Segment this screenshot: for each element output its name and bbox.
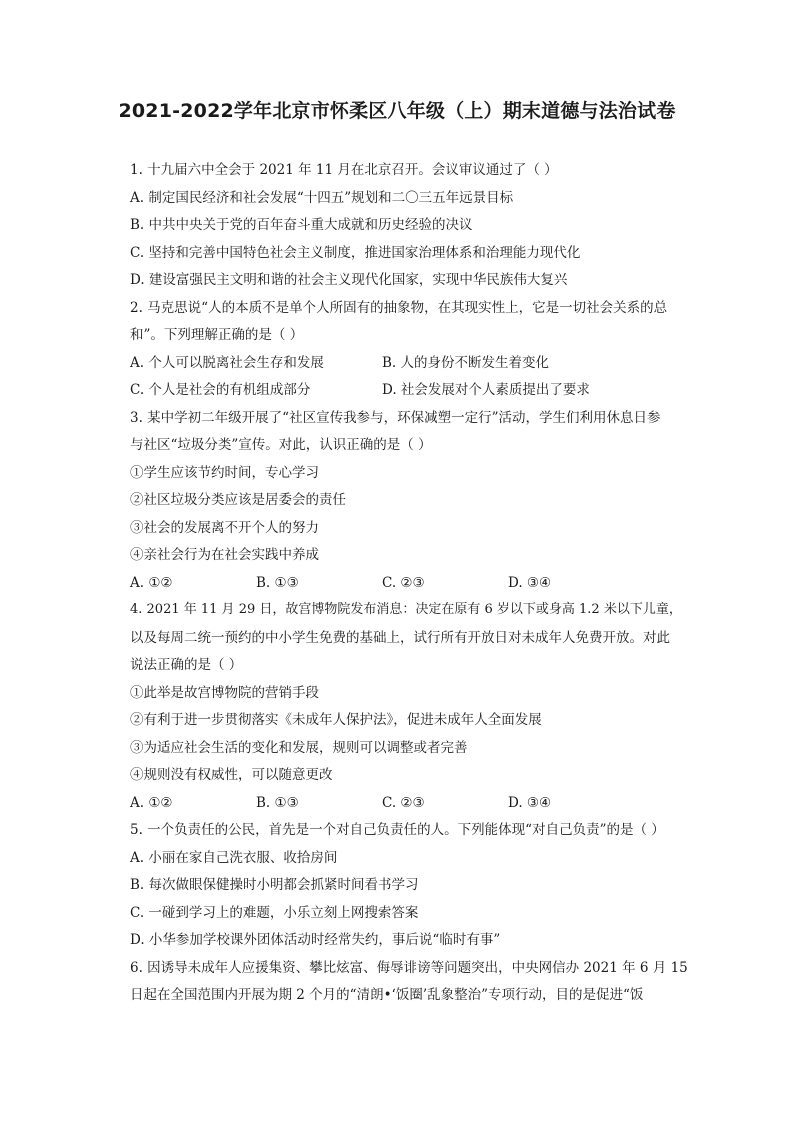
question-2-option-a: A. 个人可以脱离社会生存和发展	[130, 355, 324, 371]
question-3-statement-2: ②社区垃圾分类应该是居委会的责任	[130, 492, 346, 508]
question-5-option-b: B. 每次做眼保健操时小明都会抓紧时间看书学习	[130, 877, 419, 893]
question-2-stem-line2: 和”。下列理解正确的是（ ）	[130, 327, 304, 343]
question-4-statement-3: ③为适应社会生活的变化和发展，规则可以调整或者完善	[130, 740, 468, 756]
question-2-stem-line1: 2. 马克思说“人的本质不是单个人所固有的抽象物，在其现实性上，它是一切社会关系的总	[130, 300, 668, 316]
question-5-option-a: A. 小丽在家自己洗衣服、收拾房间	[130, 850, 338, 866]
question-4-options	[130, 793, 690, 813]
question-3-option-b: B. ①③	[256, 575, 299, 591]
question-4-option-c: C. ②③	[382, 795, 425, 811]
question-2-option-c: C. 个人是社会的有机组成部分	[130, 382, 311, 398]
question-4-option-a: A. ①②	[130, 795, 173, 811]
question-4-statement-4: ④规则没有权威性，可以随意更改	[130, 767, 333, 783]
question-4-statement-2: ②有利于进一步贯彻落实《未成年人保护法》，促进未成年人全面发展	[130, 712, 542, 728]
page-title: 2021-2022学年北京市怀柔区八年级（上）期末道德与法治试卷	[118, 100, 676, 122]
question-3-statement-4: ④亲社会行为在社会实践中养成	[130, 547, 319, 563]
question-6-stem-line1: 6. 因诱导未成年人应援集资、攀比炫富、侮辱诽谤等问题突出，中央网信办 2021 年 6 月 15	[130, 960, 688, 976]
question-1-option-d: D. 建设富强民主文明和谐的社会主义现代化国家，实现中华民族伟大复兴	[130, 272, 568, 288]
question-3-statement-1: ①学生应该节约时间，专心学习	[130, 465, 319, 481]
question-1-option-b: B. 中共中央关于党的百年奋斗重大成就和历史经验的决议	[130, 217, 473, 233]
question-2-option-b: B. 人的身份不断发生着变化	[382, 355, 550, 371]
question-5-stem: 5. 一个负责任的公民，首先是一个对自己负责任的人。下列能体现“对自己负责”的是（ ）	[130, 822, 665, 838]
question-2-options-row2	[130, 380, 690, 400]
question-3-statement-3: ③社会的发展离不开个人的努力	[130, 520, 319, 536]
question-4-option-b: B. ①③	[256, 795, 299, 811]
question-4-stem-line3: 说法正确的是（ ）	[130, 657, 243, 673]
question-5-option-c: C. 一碰到学习上的难题，小乐立刻上网搜索答案	[130, 905, 419, 921]
question-3-option-a: A. ①②	[130, 575, 173, 591]
question-1-option-c: C. 坚持和完善中国特色社会主义制度，推进国家治理体系和治理能力现代化	[130, 245, 581, 261]
question-3-option-c: C. ②③	[382, 575, 425, 591]
question-1-stem: 1. 十九届六中全会于 2021 年 11 月在北京召开。会议审议通过了（ ）	[130, 162, 558, 178]
question-3-stem-line2: 与社区“垃圾分类”宣传。对此，认识正确的是（ ）	[130, 437, 432, 453]
question-4-option-d: D. ③④	[508, 795, 552, 811]
question-4-stem-line1: 4. 2021 年 11 月 29 日，故宫博物院发布消息：决定在原有 6 岁以下或身高 1.2 米以下儿童，	[130, 602, 682, 617]
question-3-option-d: D. ③④	[508, 575, 552, 591]
question-2-options-row1	[130, 353, 690, 373]
question-2-option-d: D. 社会发展对个人素质提出了要求	[382, 382, 590, 398]
question-6-stem-line2: 日起在全国范围内开展为期 2 个月的“清朗•‘饭圈’乱象整治”专项行动，目的是促进“饭	[130, 987, 644, 1003]
question-3-options	[130, 573, 690, 593]
question-1-option-a: A. 制定国民经济和社会发展“十四五”规划和二〇三五年远景目标	[130, 190, 514, 206]
question-5-option-d: D. 小华参加学校课外团体活动时经常失约，事后说“临时有事”	[130, 932, 501, 948]
question-3-stem-line1: 3. 某中学初二年级开展了“社区宣传我参与，环保减塑一定行”活动，学生们利用休息日参	[130, 410, 661, 426]
question-4-statement-1: ①此举是故宫博物院的营销手段	[130, 685, 319, 701]
question-4-stem-line2: 以及每周二统一预约的中小学生免费的基础上，试行所有开放日对未成年人免费开放。对此	[130, 630, 670, 646]
